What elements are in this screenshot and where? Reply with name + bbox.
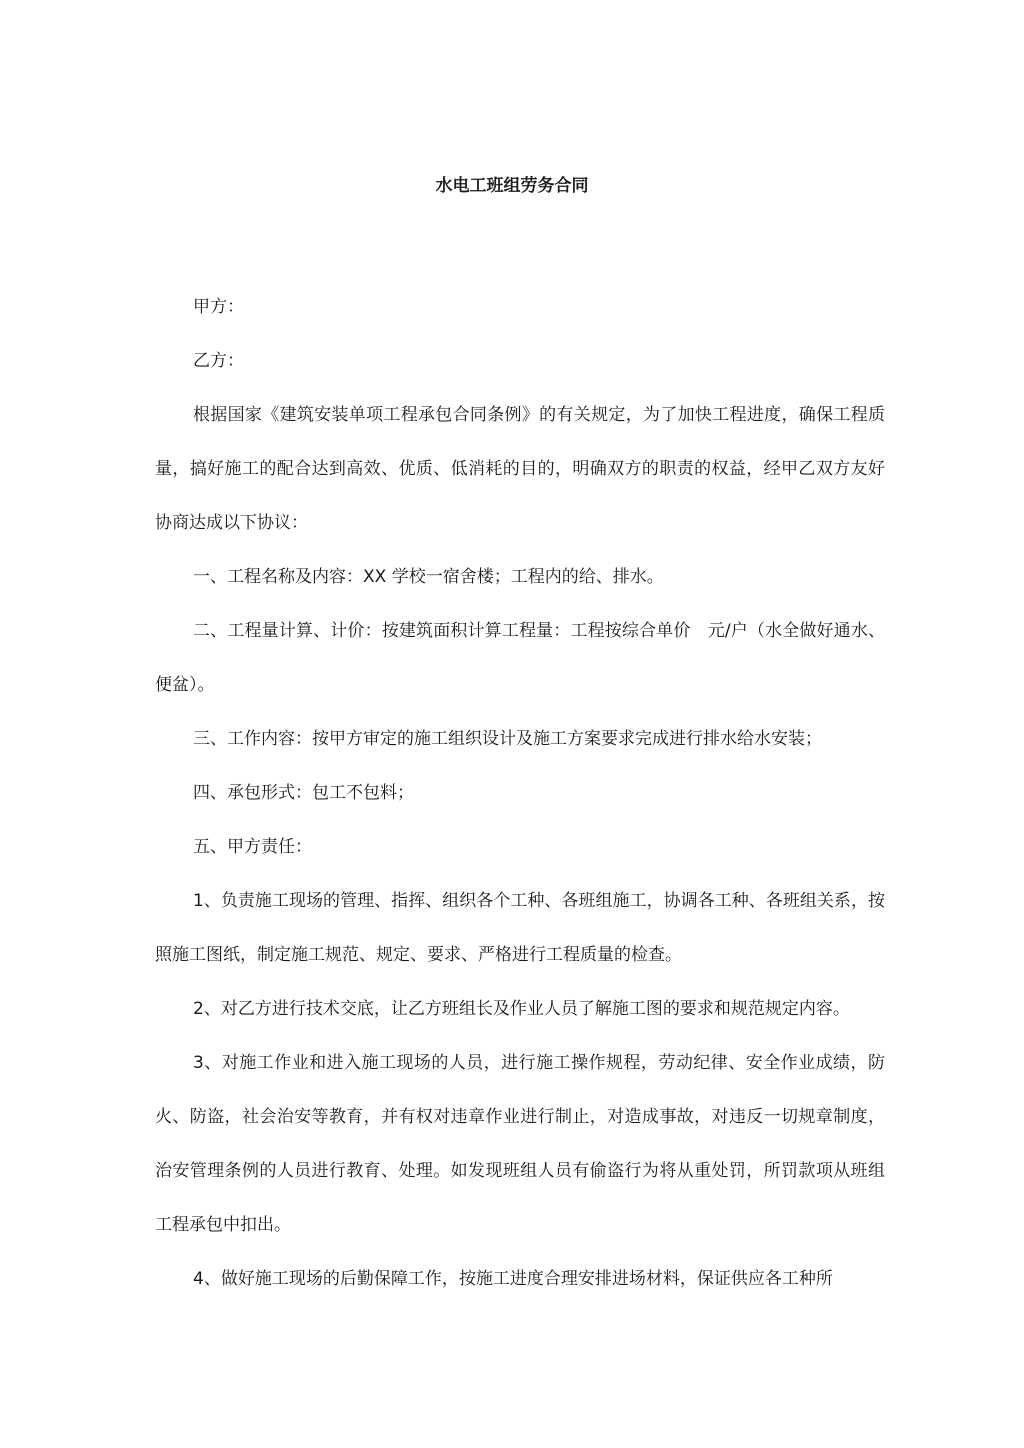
party-b-line: 乙方： — [193, 351, 244, 371]
duty-item-4: 4、做好施工现场的后勤保障工作，按施工进度合理安排进场材料，保证供应各工种所 — [193, 1269, 833, 1289]
clause-2-pricing: 二、工程量计算、计价：按建筑面积计算工程量：工程按综合单价 元/户（水全做好通水、便盆）。 — [155, 621, 885, 695]
party-a-line: 甲方： — [193, 297, 244, 317]
preamble-paragraph: 根据国家《建筑安装单项工程承包合同条例》的有关规定，为了加快工程进度，确保工程质量，搞好施工的配合达到高效、优质、低消耗的目的，明确双方的职责的权益，经甲乙双方友好协商达成以下协议： — [155, 405, 885, 533]
duty-item-2: 2、对乙方进行技术交底，让乙方班组长及作业人员了解施工图的要求和规范规定内容。 — [193, 999, 850, 1019]
clause-1-project-name: 一、工程名称及内容：XX 学校一宿舍楼；工程内的给、排水。 — [193, 567, 664, 587]
duty-item-1: 1、负责施工现场的管理、指挥、组织各个工种、各班组施工，协调各工种、各班组关系，按照施工图纸，制定施工规范、规定、要求、严格进行工程质量的检查。 — [155, 891, 885, 965]
clause-3-work-content: 三、工作内容：按甲方审定的施工组织设计及施工方案要求完成进行排水给水安装； — [193, 729, 822, 749]
document-title: 水电工班组劳务合同 — [435, 176, 589, 196]
clause-4-contract-form: 四、承包形式：包工不包料； — [193, 783, 414, 803]
clause-5-party-a-duties: 五、甲方责任： — [193, 837, 312, 857]
duty-item-3: 3、对施工作业和进入施工现场的人员，进行施工操作规程，劳动纪律、安全作业成绩，防火、防盗，社会治安等教育，并有权对违章作业进行制止，对造成事故，对违反一切规章制度，治安管理条例的人员进行教育、处理。如发现班组人员有偷盗行为将从重处罚，所罚款项从班组工程承包中扣出。 — [155, 1053, 885, 1235]
document-body — [155, 280, 885, 1306]
